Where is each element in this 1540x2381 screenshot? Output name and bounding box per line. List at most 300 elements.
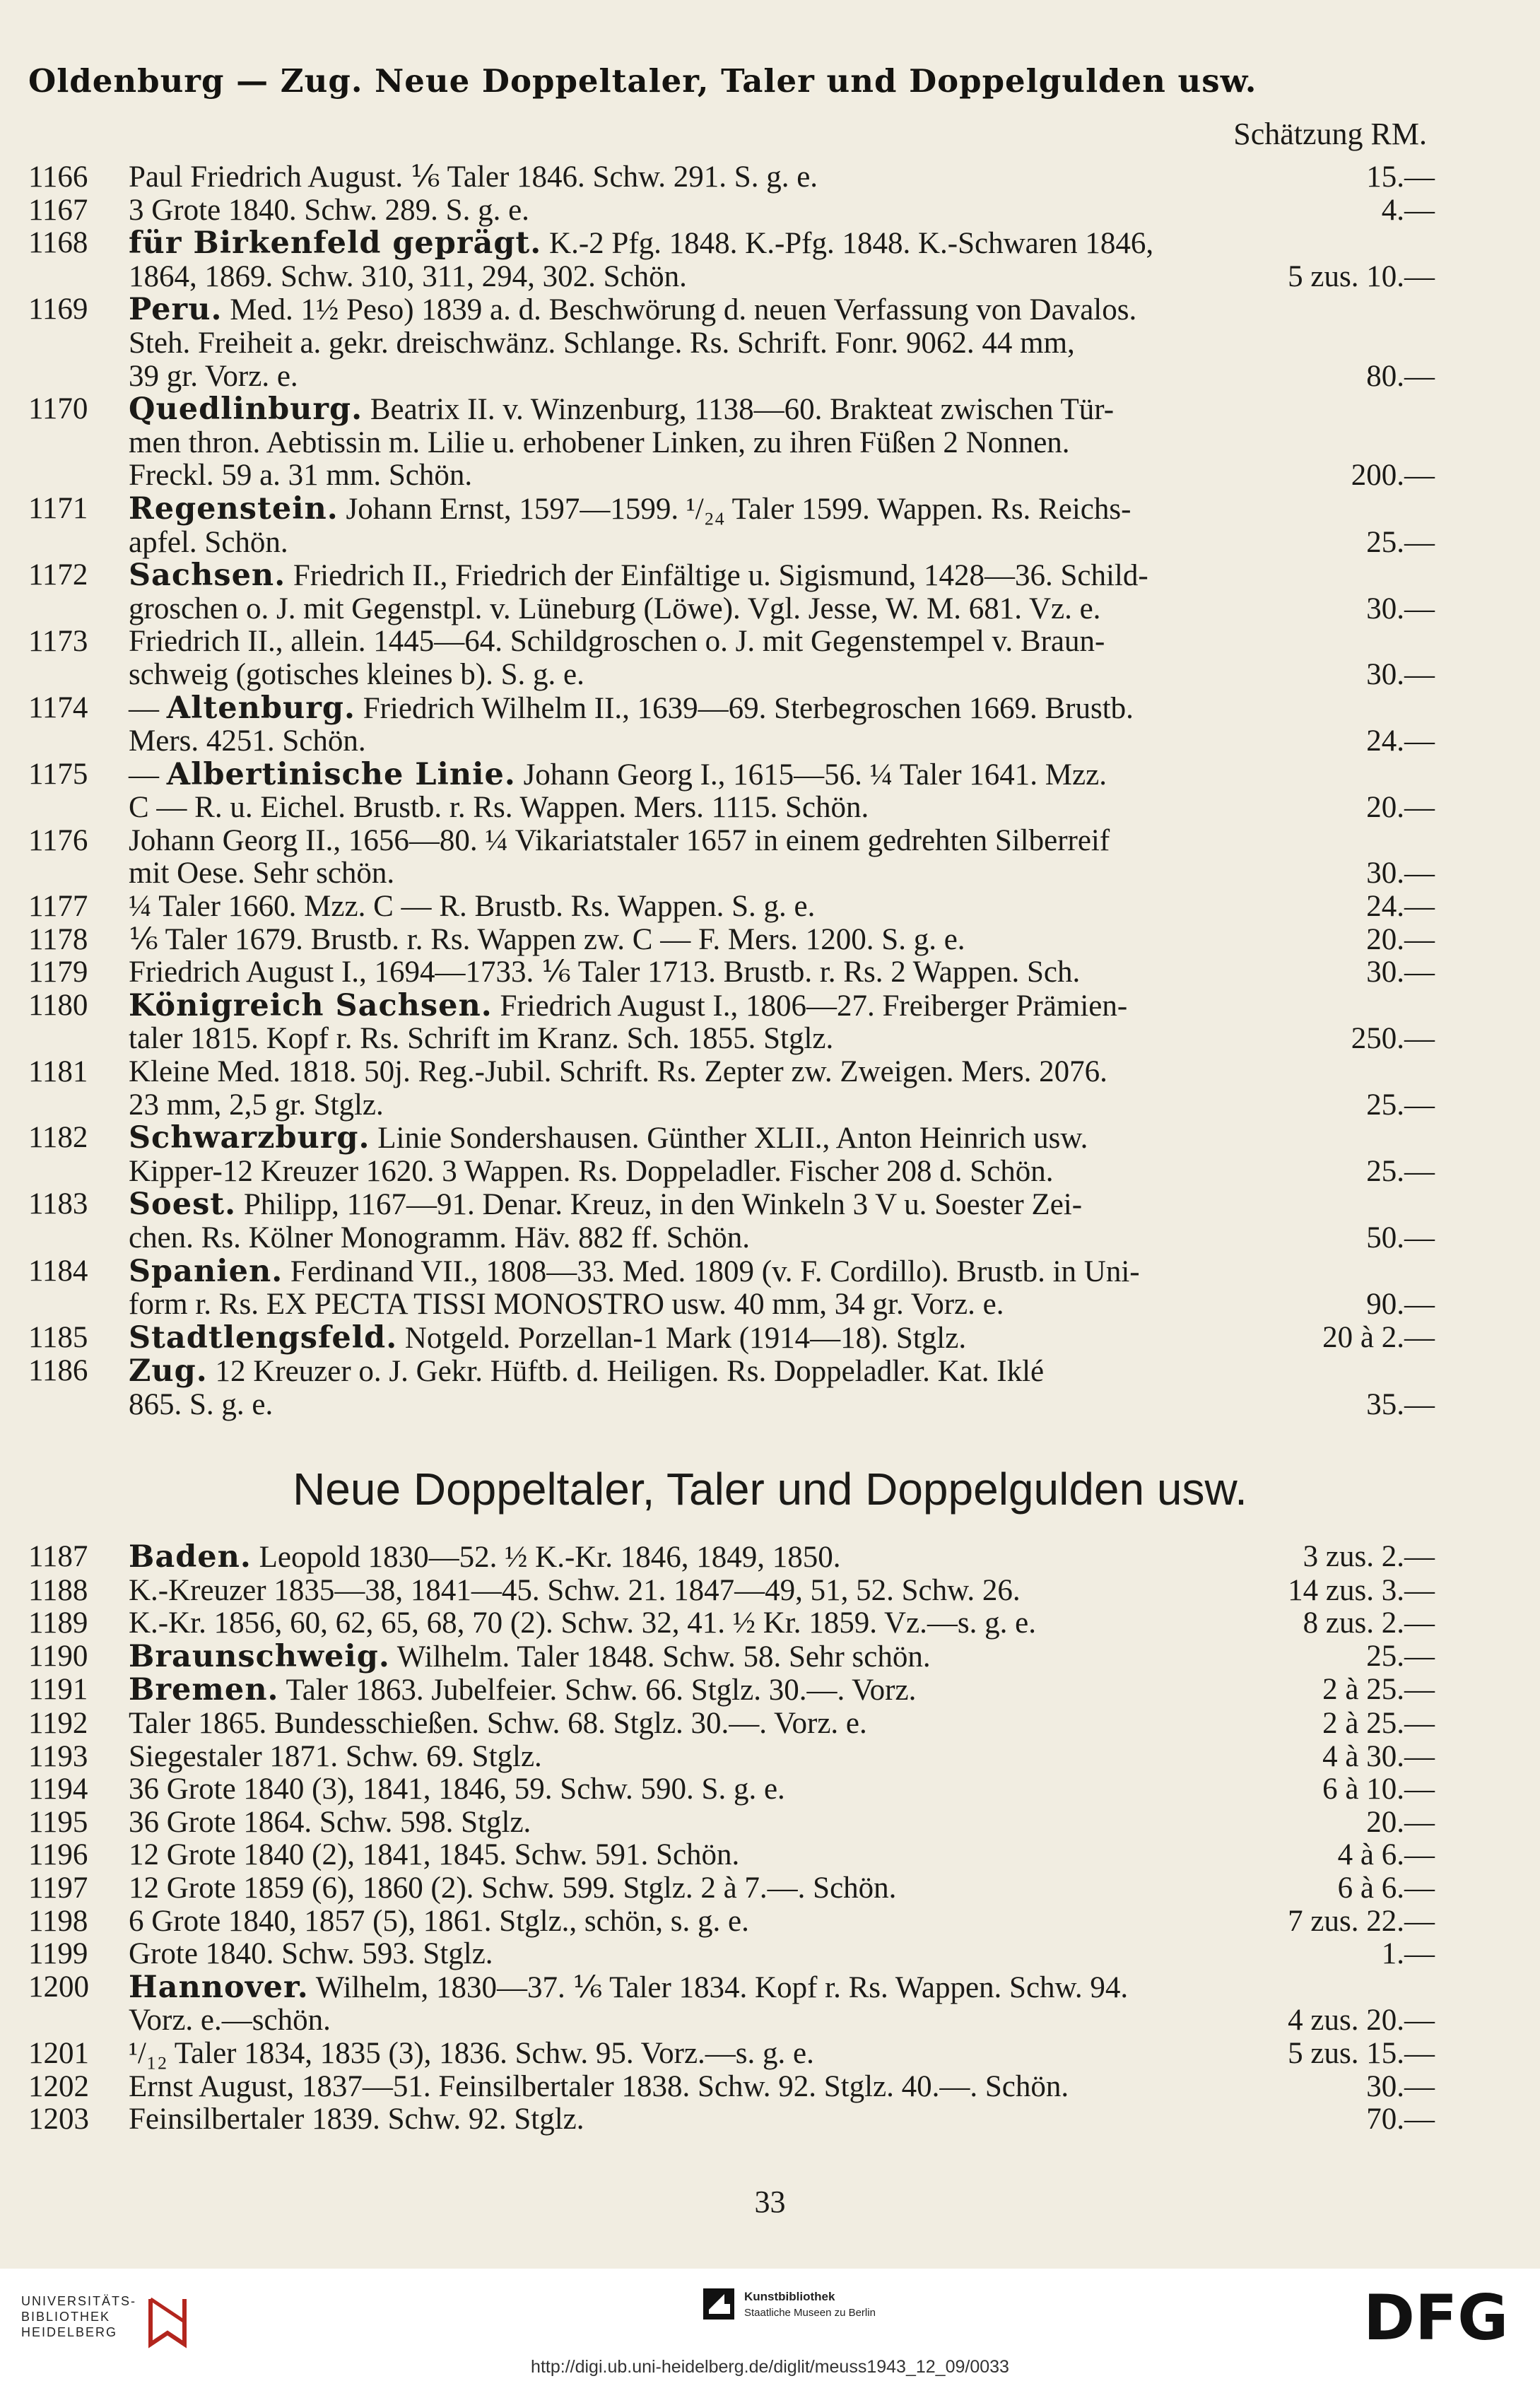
entry-list bbox=[28, 161, 1435, 1422]
catalog-entry bbox=[28, 2103, 1435, 2136]
lot-description bbox=[129, 1640, 1435, 1674]
description-line bbox=[129, 1156, 1435, 1189]
lot-number: 1193 bbox=[28, 1739, 88, 1773]
line-text-wrap bbox=[129, 1674, 916, 1707]
line-text-wrap bbox=[129, 1971, 1128, 2005]
description-line bbox=[129, 1023, 1435, 1056]
line-text: Johann Georg I., 1615—56. ¼ Taler 1641. Mzz. bbox=[523, 758, 1107, 792]
catalog-entry bbox=[28, 1056, 1435, 1122]
line-text-wrap bbox=[129, 1355, 1044, 1389]
catalog-entry bbox=[28, 1541, 1435, 1575]
lot-description bbox=[129, 1255, 1435, 1322]
line-text-wrap bbox=[129, 1541, 841, 1575]
line-text: Linie Sondershausen. Günther XLII., Anton Heinrich usw. bbox=[377, 1122, 1088, 1156]
lot-description bbox=[129, 1773, 1435, 1806]
lot-number: 1177 bbox=[28, 890, 88, 924]
line-text-wrap bbox=[129, 2038, 814, 2071]
lot-description bbox=[129, 1056, 1435, 1122]
estimate-price: 25.— bbox=[1366, 1639, 1435, 1673]
line-text: Kipper-12 Kreuzer 1620. 3 Wappen. Rs. Doppeladler. Fischer 208 d. Schön. bbox=[129, 1154, 1054, 1188]
territory-heading: Baden. bbox=[129, 1539, 252, 1575]
territory-heading: Peru. bbox=[129, 292, 223, 328]
line-text-wrap bbox=[129, 1905, 749, 1939]
lot-number: 1200 bbox=[28, 1970, 89, 2004]
estimate-price: 90.— bbox=[1366, 1288, 1435, 1322]
description-line bbox=[129, 1872, 1435, 1905]
line-text-wrap bbox=[129, 559, 1148, 593]
description-line bbox=[129, 293, 1435, 327]
estimate-price: 4 à 6.— bbox=[1337, 1838, 1435, 1872]
line-text: Friedrich Wilhelm II., 1639—69. Sterbegroschen 1669. Brustb. bbox=[363, 691, 1134, 725]
line-text-wrap bbox=[129, 1741, 542, 1774]
description-line bbox=[129, 1255, 1435, 1289]
catalog-entry bbox=[28, 1905, 1435, 1939]
lot-description bbox=[129, 2103, 1435, 2136]
line-text-wrap bbox=[129, 1056, 1107, 1089]
description-line bbox=[129, 758, 1435, 792]
territory-heading: Quedlinburg. bbox=[129, 392, 363, 428]
line-text: Taler 1863. Jubelfeier. Schw. 66. Stglz. 30.—. Vorz. bbox=[286, 1674, 917, 1707]
description-line bbox=[129, 593, 1435, 626]
lot-description bbox=[129, 1872, 1435, 1905]
catalog-entry bbox=[28, 227, 1435, 293]
continuation-dash: — bbox=[129, 691, 167, 725]
lot-number: 1196 bbox=[28, 1838, 88, 1872]
line-text-wrap bbox=[129, 1188, 1082, 1222]
line-text-wrap bbox=[129, 1156, 1054, 1189]
description-line bbox=[129, 227, 1435, 261]
description-line bbox=[129, 1839, 1435, 1872]
line-text: ¼ Taler 1660. Mzz. C — R. Brustb. Rs. Wappen. S. g. e. bbox=[129, 890, 816, 924]
line-text: K.-Kreuzer 1835—38, 1841—45. Schw. 21. 1847—49, 51, 52. Schw. 26. bbox=[129, 1573, 1021, 1607]
lot-description bbox=[129, 825, 1435, 890]
description-line bbox=[129, 825, 1435, 858]
line-text: Friedrich II., allein. 1445—64. Schildgroschen o. J. mit Gegenstempel v. Braun- bbox=[129, 625, 1105, 659]
lot-description bbox=[129, 692, 1435, 758]
estimate-price: 6 à 6.— bbox=[1337, 1871, 1435, 1905]
line-text-wrap bbox=[129, 459, 472, 493]
estimate-price: 20.— bbox=[1366, 1805, 1435, 1839]
lot-number: 1194 bbox=[28, 1772, 88, 1806]
line-text: Wilhelm. Taler 1848. Schw. 58. Sehr schön. bbox=[396, 1640, 931, 1674]
line-text-wrap bbox=[129, 360, 298, 394]
estimate-price: 24.— bbox=[1366, 724, 1435, 758]
description-line bbox=[129, 161, 1435, 194]
lot-number: 1195 bbox=[28, 1805, 88, 1839]
line-text: 39 gr. Vorz. e. bbox=[129, 359, 298, 393]
lot-number: 1198 bbox=[28, 1904, 88, 1938]
line-text-wrap bbox=[129, 989, 1127, 1023]
line-text: Wilhelm, 1830—37. ⅙ Taler 1834. Kopf r. Rs. Wappen. Schw. 94. bbox=[315, 1970, 1129, 2004]
line-text: Med. 1½ Peso) 1839 a. d. Beschwörung d. neuen Verfassung von Davalos. bbox=[230, 293, 1137, 327]
description-line bbox=[129, 1541, 1435, 1575]
lot-description bbox=[129, 1355, 1435, 1421]
line-text-wrap bbox=[129, 692, 1134, 726]
line-text: Kleine Med. 1818. 50j. Reg.-Jubil. Schrift. Rs. Zepter zw. Zweigen. Mers. 2076. bbox=[129, 1055, 1107, 1089]
lot-number: 1191 bbox=[28, 1673, 88, 1707]
line-text-wrap bbox=[129, 792, 869, 825]
line-text-wrap bbox=[129, 1023, 833, 1056]
lot-number: 1176 bbox=[28, 823, 88, 857]
catalog-entry bbox=[28, 1971, 1435, 2038]
lot-description bbox=[129, 161, 1435, 194]
line-text: K.-Kr. 1856, 60, 62, 65, 68, 70 (2). Schw. 32, 41. ½ Kr. 1859. Vz.—s. g. e. bbox=[129, 1606, 1036, 1640]
line-text-wrap bbox=[129, 1707, 867, 1741]
lot-number: 1201 bbox=[28, 2036, 89, 2070]
line-text: schweig (gotisches kleines b). S. g. e. bbox=[129, 657, 584, 691]
line-text: chen. Rs. Kölner Monogramm. Häv. 882 ff. Schön. bbox=[129, 1221, 750, 1254]
ub-mark-icon bbox=[146, 2293, 189, 2350]
description-line bbox=[129, 559, 1435, 593]
lot-number: 1175 bbox=[28, 757, 88, 791]
line-text: 23 mm, 2,5 gr. Stglz. bbox=[129, 1088, 384, 1122]
line-text-wrap bbox=[129, 194, 529, 228]
lot-number: 1182 bbox=[28, 1121, 88, 1155]
description-line bbox=[129, 261, 1435, 294]
lot-number: 1172 bbox=[28, 558, 88, 592]
description-line bbox=[129, 360, 1435, 394]
lot-description bbox=[129, 490, 1435, 559]
ub-heidelberg-text: UNIVERSITÄTS- BIBLIOTHEK HEIDELBERG bbox=[21, 2294, 137, 2339]
catalog-entry bbox=[28, 1188, 1435, 1254]
estimate-price: 30.— bbox=[1366, 956, 1435, 989]
line-text: 6 Grote 1840, 1857 (5), 1861. Stglz., schön, s. g. e. bbox=[129, 1904, 749, 1938]
line-text: 3 Grote 1840. Schw. 289. S. g. e. bbox=[129, 193, 529, 227]
lot-number: 1184 bbox=[28, 1254, 88, 1288]
lot-number: 1180 bbox=[28, 988, 88, 1022]
line-text-wrap bbox=[129, 293, 1136, 327]
line-text: Mers. 4251. Schön. bbox=[129, 724, 366, 758]
lot-description bbox=[129, 890, 1435, 924]
description-line bbox=[129, 1188, 1435, 1222]
catalog-entry bbox=[28, 1872, 1435, 1905]
catalog-entry bbox=[28, 559, 1435, 625]
line-text-wrap bbox=[129, 1222, 750, 1255]
line-text: men thron. Aebtissin m. Lilie u. erhobener Linken, zu ihren Füßen 2 Nonnen. bbox=[129, 425, 1070, 459]
line-text: Beatrix II. v. Winzenburg, 1138—60. Brakteat zwischen Tür- bbox=[370, 393, 1115, 427]
estimate-price: 4.— bbox=[1381, 193, 1435, 227]
lot-description bbox=[129, 1575, 1435, 1608]
description-line bbox=[129, 427, 1435, 460]
line-text-wrap bbox=[129, 1089, 384, 1122]
lot-number: 1202 bbox=[28, 2069, 89, 2103]
line-text: 865. S. g. e. bbox=[129, 1387, 274, 1421]
line-text: Feinsilbertaler 1839. Schw. 92. Stglz. bbox=[129, 2103, 584, 2136]
lot-description bbox=[129, 194, 1435, 228]
lot-description bbox=[129, 625, 1435, 691]
line-text-wrap bbox=[129, 659, 584, 692]
description-line bbox=[129, 2004, 1435, 2038]
dfg-logo[interactable] bbox=[1363, 2284, 1512, 2348]
description-line bbox=[129, 1905, 1435, 1939]
line-text-wrap bbox=[129, 593, 1100, 626]
line-text-wrap bbox=[129, 625, 1105, 659]
kunstbibliothek-logo[interactable] bbox=[703, 2288, 876, 2320]
estimate-price: 5 zus. 10.— bbox=[1288, 259, 1435, 293]
line-text-wrap bbox=[129, 890, 815, 924]
catalog-entry bbox=[28, 194, 1435, 228]
lot-number: 1166 bbox=[28, 160, 88, 194]
lot-number: 1190 bbox=[28, 1639, 88, 1673]
lot-number: 1188 bbox=[28, 1573, 88, 1607]
territory-heading: Braunschweig. bbox=[129, 1638, 390, 1674]
dfg-logo-text: DFG bbox=[1363, 2284, 1509, 2348]
estimate-price: 24.— bbox=[1366, 890, 1435, 924]
line-text-wrap bbox=[129, 1806, 531, 1840]
line-text-wrap bbox=[129, 161, 818, 194]
line-text: form r. Rs. EX PECTA TISSI MONOSTRO usw. 40 mm, 34 gr. Vorz. e. bbox=[129, 1288, 1004, 1322]
description-line bbox=[129, 1575, 1435, 1608]
lot-description bbox=[129, 1806, 1435, 1840]
catalog-entry bbox=[28, 2071, 1435, 2104]
estimate-price: 25.— bbox=[1366, 1088, 1435, 1122]
line-text-wrap bbox=[129, 1255, 1140, 1289]
description-line bbox=[129, 490, 1435, 527]
line-text-wrap bbox=[129, 490, 1132, 527]
description-line bbox=[129, 327, 1435, 360]
estimate-price: 30.— bbox=[1366, 657, 1435, 691]
catalog-entry bbox=[28, 161, 1435, 194]
estimate-price: 7 zus. 22.— bbox=[1288, 1904, 1435, 1938]
line-text: Ernst August, 1837—51. Feinsilbertaler 1838. Schw. 92. Stglz. 40.—. Schön. bbox=[129, 2069, 1069, 2103]
kunstbibliothek-title: Kunstbibliothek bbox=[744, 2289, 835, 2303]
estimate-price: 6 à 10.— bbox=[1322, 1772, 1435, 1806]
line-text-wrap bbox=[129, 1389, 273, 1422]
description-line bbox=[129, 659, 1435, 692]
description-line bbox=[129, 924, 1435, 957]
estimate-price: 30.— bbox=[1366, 857, 1435, 890]
description-line bbox=[129, 527, 1435, 560]
lot-description bbox=[129, 393, 1435, 493]
line-text-wrap bbox=[129, 1288, 1004, 1322]
estimate-price: 2 à 25.— bbox=[1322, 1673, 1435, 1707]
line-text: 12 Grote 1859 (6), 1860 (2). Schw. 599. Stglz. 2 à 7.—. Schön. bbox=[129, 1871, 897, 1905]
lot-number: 1192 bbox=[28, 1706, 88, 1740]
line-text: Siegestaler 1871. Schw. 69. Stglz. bbox=[129, 1739, 542, 1773]
running-title: Oldenburg — Zug. Neue Doppeltaler, Taler und Doppelgulden usw. bbox=[28, 62, 1257, 100]
lot-number: 1167 bbox=[28, 193, 88, 227]
line-text: Grote 1840. Schw. 593. Stglz. bbox=[129, 1937, 493, 1971]
catalog-entry bbox=[28, 1355, 1435, 1421]
line-text: 36 Grote 1864. Schw. 598. Stglz. bbox=[129, 1805, 531, 1839]
line-text: Philipp, 1167—91. Denar. Kreuz, in den Winkeln 3 V u. Soester Zei- bbox=[243, 1188, 1083, 1222]
lot-number: 1174 bbox=[28, 690, 88, 724]
line-text-wrap bbox=[129, 758, 1107, 792]
estimate-column-label: Schätzung RM. bbox=[1233, 117, 1427, 151]
catalog-entry bbox=[28, 1707, 1435, 1741]
catalog-entry bbox=[28, 1806, 1435, 1840]
estimate-price: 1.— bbox=[1381, 1937, 1435, 1971]
description-line bbox=[129, 1741, 1435, 1774]
line-text: Friedrich II., Friedrich der Einfältige u. Sigismund, 1428—36. Schild- bbox=[293, 559, 1148, 593]
description-line bbox=[129, 1773, 1435, 1806]
lot-number: 1168 bbox=[28, 226, 88, 260]
catalog-entry bbox=[28, 1839, 1435, 1872]
catalog-entry bbox=[28, 1122, 1435, 1188]
line-text: 36 Grote 1840 (3), 1841, 1846, 59. Schw. 590. S. g. e. bbox=[129, 1772, 785, 1806]
territory-heading: Soest. bbox=[129, 1187, 237, 1223]
line-text: Friedrich August I., 1694—1733. ⅙ Taler 1713. Brustb. r. Rs. 2 Wappen. Sch. bbox=[129, 956, 1081, 989]
description-line bbox=[129, 1707, 1435, 1741]
description-line bbox=[129, 1389, 1435, 1422]
lot-description bbox=[129, 1541, 1435, 1575]
catalog-entry bbox=[28, 989, 1435, 1056]
line-text: Steh. Freiheit a. gekr. dreischwänz. Schlange. Rs. Schrift. Fonr. 9062. 44 mm, bbox=[129, 326, 1075, 360]
line-text-wrap bbox=[129, 725, 366, 758]
estimate-price: 50.— bbox=[1366, 1221, 1435, 1254]
lot-number: 1171 bbox=[28, 491, 88, 525]
line-text: taler 1815. Kopf r. Rs. Schrift im Kranz. Sch. 1855. Stglz. bbox=[129, 1022, 834, 1056]
estimate-price: 70.— bbox=[1366, 2103, 1435, 2136]
lot-description bbox=[129, 1188, 1435, 1254]
page-number: 33 bbox=[754, 2185, 786, 2219]
line-text: groschen o. J. mit Gegenstpl. v. Lüneburg (Löwe). Vgl. Jesse, W. M. 681. Vz. e. bbox=[129, 592, 1101, 625]
territory-heading: Sachsen. bbox=[129, 558, 286, 594]
catalog-entry bbox=[28, 293, 1435, 393]
lot-description bbox=[129, 293, 1435, 393]
line-text-wrap bbox=[129, 2103, 584, 2136]
lot-number: 1186 bbox=[28, 1354, 88, 1388]
line-text: C — R. u. Eichel. Brustb. r. Rs. Wappen. Mers. 1115. Schön. bbox=[129, 791, 869, 825]
territory-heading: Albertinische Linie. bbox=[166, 756, 516, 792]
lot-number: 1189 bbox=[28, 1606, 88, 1640]
catalog-entry bbox=[28, 490, 1435, 559]
permalink-url[interactable]: http://digi.ub.uni-heidelberg.de/diglit/meuss1943_12_09/0033 bbox=[531, 2357, 1009, 2377]
estimate-price: 4 à 30.— bbox=[1322, 1739, 1435, 1773]
estimate-price: 3 zus. 2.— bbox=[1303, 1540, 1435, 1573]
estimate-price: 35.— bbox=[1366, 1387, 1435, 1421]
line-text: apfel. Schön. bbox=[129, 525, 288, 559]
line-text: Freckl. 59 a. 31 mm. Schön. bbox=[129, 459, 473, 493]
lot-description bbox=[129, 1905, 1435, 1939]
catalog-entry bbox=[28, 890, 1435, 924]
catalog-entry bbox=[28, 393, 1435, 493]
estimate-price: 20 à 2.— bbox=[1322, 1320, 1435, 1354]
line-text-wrap bbox=[129, 527, 288, 560]
catalog-entry bbox=[28, 1607, 1435, 1640]
catalog-entry bbox=[28, 758, 1435, 825]
territory-heading: Königreich Sachsen. bbox=[129, 987, 493, 1023]
entry-list-new-taler bbox=[28, 1541, 1435, 2136]
description-line bbox=[129, 890, 1435, 924]
description-line bbox=[129, 1089, 1435, 1122]
lot-description bbox=[129, 2071, 1435, 2104]
lot-number: 1199 bbox=[28, 1937, 88, 1971]
description-line bbox=[129, 692, 1435, 726]
line-text-wrap bbox=[129, 427, 1070, 460]
lot-description bbox=[129, 2038, 1435, 2071]
line-text-wrap bbox=[129, 956, 1080, 989]
catalog-entry bbox=[28, 692, 1435, 758]
line-text: 12 Grote 1840 (2), 1841, 1845. Schw. 591. Schön. bbox=[129, 1838, 740, 1872]
line-text-wrap bbox=[129, 1773, 785, 1806]
lot-number: 1183 bbox=[28, 1187, 88, 1221]
catalog-entry bbox=[28, 825, 1435, 890]
line-text-wrap bbox=[129, 393, 1114, 427]
lot-description bbox=[129, 1319, 1435, 1356]
catalog-entry bbox=[28, 1773, 1435, 1806]
description-line bbox=[129, 625, 1435, 659]
line-text-wrap bbox=[129, 825, 1110, 858]
lot-number: 1173 bbox=[28, 625, 88, 659]
lot-description bbox=[129, 1938, 1435, 1971]
lot-description bbox=[129, 559, 1435, 625]
lot-description bbox=[129, 924, 1435, 957]
catalog-entry bbox=[28, 956, 1435, 989]
description-line bbox=[129, 459, 1435, 493]
lot-description bbox=[129, 1122, 1435, 1188]
description-line bbox=[129, 1640, 1435, 1674]
estimate-price: 20.— bbox=[1366, 791, 1435, 825]
territory-heading: Zug. bbox=[129, 1353, 208, 1389]
catalog-entry bbox=[28, 924, 1435, 957]
lot-description bbox=[129, 227, 1435, 293]
line-text: Johann Georg II., 1656—80. ¼ Vikariatstaler 1657 in einem gedrehten Silberreif bbox=[129, 823, 1110, 857]
description-line bbox=[129, 956, 1435, 989]
line-text-wrap bbox=[129, 1319, 967, 1356]
lot-number: 1179 bbox=[28, 956, 88, 989]
line-text: 1864, 1869. Schw. 310, 311, 294, 302. Schön. bbox=[129, 259, 687, 293]
line-text: Ferdinand VII., 1808—33. Med. 1809 (v. F. Cordillo). Brustb. in Uni- bbox=[290, 1254, 1140, 1288]
description-line bbox=[129, 1222, 1435, 1255]
description-line bbox=[129, 1122, 1435, 1156]
description-line bbox=[129, 857, 1435, 890]
lot-number: 1203 bbox=[28, 2103, 89, 2136]
catalog-entry bbox=[28, 2038, 1435, 2071]
ub-heidelberg-logo[interactable] bbox=[21, 2293, 189, 2350]
estimate-price: 200.— bbox=[1351, 459, 1435, 493]
estimate-price: 2 à 25.— bbox=[1322, 1706, 1435, 1740]
estimate-price: 4 zus. 20.— bbox=[1288, 2004, 1435, 2038]
continuation-dash: — bbox=[129, 758, 167, 792]
description-line bbox=[129, 1056, 1435, 1089]
description-line bbox=[129, 2103, 1435, 2136]
description-line bbox=[129, 1971, 1435, 2005]
description-line bbox=[129, 725, 1435, 758]
line-text-wrap bbox=[129, 1607, 1036, 1640]
line-text: K.-2 Pfg. 1848. K.-Pfg. 1848. K.-Schwaren 1846, bbox=[549, 227, 1154, 261]
lot-description bbox=[129, 1707, 1435, 1741]
line-text-wrap bbox=[129, 261, 687, 294]
estimate-price: 25.— bbox=[1366, 1154, 1435, 1188]
lot-description bbox=[129, 758, 1435, 825]
line-text: Friedrich August I., 1806—27. Freiberger Prämien- bbox=[500, 989, 1128, 1023]
line-text: Paul Friedrich August. ⅙ Taler 1846. Schw. 291. S. g. e. bbox=[129, 160, 818, 194]
line-text: 12 Kreuzer o. J. Gekr. Hüftb. d. Heiligen. Rs. Doppeladler. Kat. Iklé bbox=[215, 1355, 1045, 1389]
estimate-price: 20.— bbox=[1366, 922, 1435, 956]
line-text-wrap bbox=[129, 1938, 493, 1971]
lot-description bbox=[129, 1971, 1435, 2038]
estimate-price: 8 zus. 2.— bbox=[1303, 1606, 1435, 1640]
line-text-wrap bbox=[129, 327, 1075, 360]
line-text: Notgeld. Porzellan-1 Mark (1914—18). Stglz. bbox=[404, 1321, 967, 1355]
estimate-price: 30.— bbox=[1366, 592, 1435, 625]
lot-description bbox=[129, 989, 1435, 1056]
lot-description bbox=[129, 956, 1435, 989]
description-line bbox=[129, 194, 1435, 228]
territory-heading: Bremen. bbox=[129, 1672, 279, 1708]
line-text-wrap bbox=[129, 2004, 331, 2038]
estimate-price: 25.— bbox=[1366, 525, 1435, 559]
catalog-entry bbox=[28, 1640, 1435, 1674]
estimate-price: 250.— bbox=[1351, 1022, 1435, 1056]
description-line bbox=[129, 1355, 1435, 1389]
line-text: ¹/₁₂ Taler 1834, 1835 (3), 1836. Schw. 95. Vorz.—s. g. e. bbox=[129, 2036, 814, 2070]
estimate-price: 30.— bbox=[1366, 2069, 1435, 2103]
lot-description bbox=[129, 1741, 1435, 1774]
line-text-wrap bbox=[129, 1872, 896, 1905]
line-text: Leopold 1830—52. ½ K.-Kr. 1846, 1849, 1850. bbox=[259, 1541, 841, 1574]
